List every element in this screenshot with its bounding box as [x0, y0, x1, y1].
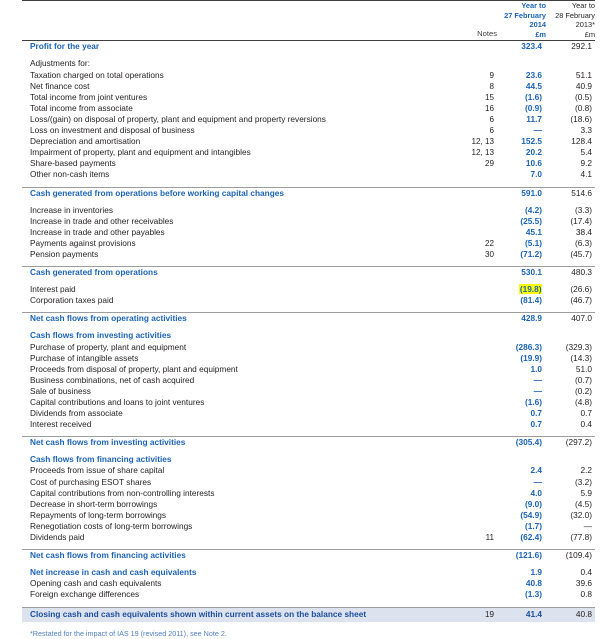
row-label: Cash flows from investing activities — [30, 330, 172, 341]
row-label: Impairment of property, plant and equipment and intangibles — [30, 147, 251, 158]
row-label: Adjustments for: — [30, 58, 90, 69]
row-note-reference: 6 — [489, 114, 494, 124]
row-value-2013: 3.3 — [580, 125, 592, 136]
row-note-reference — [445, 216, 497, 227]
row-label: Net increase in cash and cash equivalents — [30, 567, 197, 578]
row-value-2014: (286.3) — [515, 341, 542, 352]
table-row — [22, 41, 595, 53]
row-label: Net cash flows from operating activities — [22, 313, 445, 325]
row-value-2013: (4.5) — [574, 498, 592, 509]
table-row — [22, 386, 595, 397]
row-value-2013: (6.3) — [574, 237, 592, 248]
table-row — [22, 550, 595, 562]
row-value-2014: — — [533, 125, 542, 136]
row-label: Payments against provisions — [30, 237, 136, 248]
row-note-reference — [445, 419, 497, 430]
row-value-2013: (17.4) — [570, 215, 592, 226]
row-note-reference — [445, 58, 497, 69]
row-label: Renegotiation costs of long-term borrowings — [30, 520, 193, 531]
row-label: Cash generated from operations before working capital changes — [22, 187, 445, 199]
row-label: Taxation charged on total operations — [30, 69, 164, 80]
table-row — [22, 158, 595, 169]
row-value-2014: (4.2) — [524, 204, 542, 215]
row-note-reference — [445, 227, 497, 238]
row-value-2013: 0.7 — [580, 408, 592, 419]
header-year-2014-line3: 2014 — [529, 20, 546, 30]
row-value-2013: 5.9 — [580, 487, 592, 498]
row-value-2014: 44.5 — [525, 80, 542, 91]
row-value-2013: 4.1 — [580, 169, 592, 180]
row-note-reference: 12, 13 — [471, 137, 494, 147]
row-value-2013: (45.7) — [570, 248, 592, 259]
table-row — [22, 238, 595, 249]
row-note-reference — [445, 386, 497, 397]
row-note-reference — [445, 330, 497, 341]
row-value-2014: (25.5) — [520, 215, 542, 226]
row-note-reference — [445, 488, 497, 499]
table-row — [22, 58, 595, 69]
row-value-2014: 1.9 — [530, 567, 542, 578]
row-label: Foreign exchange differences — [30, 589, 140, 600]
row-label: Other non-cash items — [30, 169, 110, 180]
row-value-2014: (1.6) — [524, 91, 542, 102]
table-row — [22, 92, 595, 103]
table-row — [22, 136, 595, 147]
row-value-2013: (46.7) — [570, 295, 592, 306]
row-label: Loss/(gain) on disposal of property, plant and equipment and property reversions — [30, 113, 326, 124]
row-note-reference — [445, 313, 497, 325]
row-value-2014: (81.4) — [520, 295, 542, 306]
header-year-2013-unit: £m — [584, 29, 595, 39]
table-row — [22, 532, 595, 543]
table-row — [22, 499, 595, 510]
row-value-2014: — — [533, 385, 542, 396]
row-value-2014: — — [533, 476, 542, 487]
header-notes: Notes — [445, 1, 497, 41]
row-label: Business combinations, net of cash acquired — [30, 374, 195, 385]
row-value-2014: (305.4) — [497, 437, 546, 449]
table-row — [22, 70, 595, 81]
row-value-2014: (5.1) — [524, 237, 542, 248]
row-value-2014: (19.9) — [520, 352, 542, 363]
row-label: Depreciation and amortisation — [30, 136, 141, 147]
header-year-2013-line2: 28 February — [555, 10, 595, 20]
row-note-reference — [445, 465, 497, 476]
row-note-reference — [445, 41, 497, 53]
row-value-2014: (62.4) — [520, 532, 542, 543]
row-value-2013: (77.8) — [570, 532, 592, 543]
row-value-2014: 10.6 — [525, 158, 542, 169]
row-note-reference — [445, 408, 497, 419]
header-blank — [22, 1, 445, 41]
row-value-2014 — [497, 284, 546, 295]
row-note-reference: 19 — [445, 607, 497, 622]
table-row — [22, 477, 595, 488]
row-value-2014: (0.9) — [524, 102, 542, 113]
row-value-2013: (26.6) — [570, 284, 592, 295]
row-value-2013: (109.4) — [546, 550, 595, 562]
row-label: Profit for the year — [22, 41, 445, 53]
row-value-2013: 128.4 — [571, 136, 592, 147]
row-note-reference — [445, 567, 497, 578]
row-note-reference — [445, 589, 497, 600]
table-row — [22, 169, 595, 180]
row-label: Dividends from associate — [30, 408, 123, 419]
row-label: Increase in trade and other receivables — [30, 215, 174, 226]
table-row — [22, 578, 595, 589]
row-note-reference — [445, 375, 497, 386]
row-value-2013 — [546, 330, 595, 341]
row-value-2013: (3.3) — [574, 204, 592, 215]
table-row — [22, 567, 595, 578]
row-label: Opening cash and cash equivalents — [30, 578, 162, 589]
row-label: Total income from associate — [30, 102, 133, 113]
row-note-reference — [445, 353, 497, 364]
row-label: Total income from joint ventures — [30, 91, 148, 102]
row-value-2014: 591.0 — [497, 187, 546, 199]
row-value-2014: 0.7 — [530, 408, 542, 419]
header-year-2013-line1: Year to — [571, 1, 595, 10]
table-row — [22, 81, 595, 92]
table-row — [22, 510, 595, 521]
table-row — [22, 103, 595, 114]
row-value-2013: 480.3 — [546, 267, 595, 279]
table-row — [22, 284, 595, 295]
row-note-reference: 22 — [484, 238, 494, 248]
row-label: Closing cash and cash equivalents shown within current assets on the balance sheet — [22, 607, 445, 622]
row-note-reference: 6 — [489, 126, 494, 136]
row-value-2013: (18.6) — [570, 113, 592, 124]
table-row — [22, 125, 595, 136]
row-label: Proceeds from disposal of property, plant and equipment — [30, 363, 238, 374]
table-header — [22, 1, 595, 41]
row-note-reference: 9 — [489, 70, 494, 80]
row-label: Interest paid — [30, 284, 76, 295]
row-note-reference — [445, 295, 497, 306]
row-value-2013: (3.2) — [574, 476, 592, 487]
row-value-2014: (9.0) — [524, 498, 542, 509]
row-value-2014: 11.7 — [526, 113, 542, 124]
row-value-2013: 2.2 — [580, 465, 592, 476]
row-value-2013: 51.1 — [575, 69, 592, 80]
row-value-2014: 41.4 — [497, 607, 546, 622]
row-label: Sale of business — [30, 385, 91, 396]
row-note-reference: 29 — [484, 159, 494, 169]
header-year-2014 — [497, 1, 546, 41]
row-label: Decrease in short-term borrowings — [30, 498, 158, 509]
row-value-2014: 40.8 — [525, 578, 542, 589]
row-label: Dividends paid — [30, 532, 85, 543]
row-label: Capital contributions and loans to joint ventures — [30, 397, 205, 407]
table-row — [22, 397, 595, 408]
highlight-marker: (19.8) — [519, 284, 542, 295]
row-label: Cash flows from financing activities — [30, 454, 172, 465]
row-value-2014 — [497, 58, 546, 69]
row-note-reference — [445, 477, 497, 488]
row-note-reference — [445, 499, 497, 510]
row-value-2014: (121.6) — [497, 550, 546, 562]
row-value-2014: (1.7) — [524, 520, 542, 531]
header-year-2014-unit: £m — [535, 29, 546, 39]
row-value-2013: 38.4 — [575, 226, 592, 237]
row-label: Net cash flows from financing activities — [22, 550, 445, 562]
row-value-2013 — [546, 454, 595, 465]
row-label: Loss on investment and disposal of business — [30, 125, 195, 136]
row-note-reference — [445, 578, 497, 589]
row-label: Corporation taxes paid — [30, 295, 114, 306]
row-value-2013: (0.5) — [574, 91, 592, 102]
table-row — [22, 408, 595, 419]
table-row — [22, 488, 595, 499]
row-value-2013: 407.0 — [546, 313, 595, 325]
row-note-reference — [445, 205, 497, 216]
row-value-2014: (54.9) — [520, 509, 542, 520]
row-label: Proceeds from issue of share capital — [30, 465, 165, 476]
row-label: Purchase of property, plant and equipment — [30, 341, 187, 352]
row-value-2013: 51.0 — [575, 363, 592, 374]
row-note-reference — [445, 187, 497, 199]
row-value-2013: 40.8 — [546, 607, 595, 622]
row-note-reference — [445, 437, 497, 449]
row-value-2014: 45.1 — [525, 226, 542, 237]
table-row — [22, 419, 595, 430]
row-note-reference — [445, 521, 497, 532]
table-row — [22, 147, 595, 158]
row-value-2014 — [497, 454, 546, 465]
row-label: Capital contributions from non-controlling interests — [30, 487, 215, 498]
table-row — [22, 589, 595, 600]
row-label: Share-based payments — [30, 158, 116, 169]
row-value-2013: (0.8) — [574, 102, 592, 113]
row-label: Net finance cost — [30, 80, 90, 91]
row-value-2013: — — [583, 520, 592, 531]
row-value-2014: (1.6) — [524, 397, 542, 407]
row-value-2013: (14.3) — [570, 352, 592, 363]
row-value-2013: 40.9 — [575, 80, 592, 91]
row-value-2013: 292.1 — [546, 41, 595, 53]
table-row — [22, 295, 595, 306]
row-value-2014: 7.0 — [530, 169, 542, 180]
row-value-2014: 323.4 — [497, 41, 546, 53]
row-value-2014: 23.6 — [525, 69, 542, 80]
row-label: Increase in trade and other payables — [30, 226, 165, 237]
row-note-reference — [445, 342, 497, 353]
row-label: Purchase of intangible assets — [30, 352, 139, 363]
row-value-2014: 530.1 — [497, 267, 546, 279]
table-row — [22, 205, 595, 216]
table-row — [22, 454, 595, 465]
header-year-2014-line2: 27 February — [504, 10, 546, 20]
row-value-2014: 0.7 — [530, 419, 542, 430]
table-row — [22, 216, 595, 227]
table-row — [22, 249, 595, 260]
row-note-reference: 30 — [484, 249, 494, 259]
row-value-2013: 39.6 — [575, 578, 592, 589]
table-row — [22, 267, 595, 279]
table-row — [22, 375, 595, 386]
table-row — [22, 521, 595, 532]
header-year-2013 — [546, 1, 595, 41]
table-row — [22, 187, 595, 199]
row-note-reference — [445, 454, 497, 465]
row-value-2013: 9.2 — [580, 158, 592, 169]
row-label: Cash generated from operations — [22, 267, 445, 279]
row-note-reference — [445, 364, 497, 375]
row-note-reference: 11 — [485, 533, 494, 543]
footnote: *Restated for the impact of IAS 19 (revised 2011), see Note 2. — [30, 628, 227, 638]
row-note-reference: 16 — [484, 103, 494, 113]
row-value-2013 — [546, 58, 595, 69]
table-row — [22, 330, 595, 341]
cash-flow-table — [22, 0, 595, 622]
table-row — [22, 465, 595, 476]
row-value-2014: 152.5 — [521, 136, 542, 147]
row-value-2013: (297.2) — [546, 437, 595, 449]
row-value-2013: 0.4 — [580, 567, 592, 578]
table-row — [22, 114, 595, 125]
row-note-reference — [445, 510, 497, 521]
row-value-2014: 4.0 — [530, 487, 542, 498]
table-body — [22, 41, 595, 622]
row-label: Cost of purchasing ESOT shares — [30, 476, 152, 487]
row-label: Interest received — [30, 419, 92, 430]
header-row — [22, 1, 595, 41]
row-value-2014: (1.3) — [524, 589, 542, 600]
row-value-2013: (0.7) — [574, 374, 592, 385]
table-row — [22, 353, 595, 364]
table-row — [22, 342, 595, 353]
table-row — [22, 607, 595, 622]
row-note-reference — [445, 550, 497, 562]
row-value-2013: (32.0) — [570, 509, 592, 520]
row-value-2013: (0.2) — [574, 385, 592, 396]
row-value-2014: 2.4 — [530, 465, 542, 476]
row-note-reference: 8 — [489, 81, 494, 91]
row-note-reference — [445, 267, 497, 279]
header-year-2013-line3: 2013* — [575, 20, 595, 30]
table-row — [22, 437, 595, 449]
row-value-2014: 428.9 — [497, 313, 546, 325]
row-value-2014: 1.0 — [530, 363, 542, 374]
row-value-2013: 5.4 — [580, 147, 592, 158]
table-row — [22, 227, 595, 238]
row-note-reference — [445, 284, 497, 295]
table-row — [22, 313, 595, 325]
row-value-2013: (4.8) — [574, 397, 592, 407]
row-value-2013: (329.3) — [565, 341, 592, 352]
row-value-2013: 0.4 — [580, 419, 592, 430]
row-value-2014: (71.2) — [520, 248, 542, 259]
row-value-2014 — [497, 330, 546, 341]
row-note-reference: 12, 13 — [471, 148, 494, 158]
row-label: Increase in inventories — [30, 204, 114, 215]
row-note-reference — [445, 397, 497, 408]
row-note-reference: 15 — [484, 92, 494, 102]
header-year-2014-line1: Year to — [521, 1, 546, 10]
row-label: Repayments of long-term borrowings — [30, 509, 167, 520]
row-value-2013: 514.6 — [546, 187, 595, 199]
row-value-2014: 20.2 — [525, 147, 542, 158]
table-row — [22, 364, 595, 375]
row-label: Net cash flows from investing activities — [22, 437, 445, 449]
row-value-2013: 0.8 — [580, 589, 592, 600]
row-value-2014: — — [533, 374, 542, 385]
row-label: Pension payments — [30, 248, 99, 259]
row-note-reference — [445, 169, 497, 180]
